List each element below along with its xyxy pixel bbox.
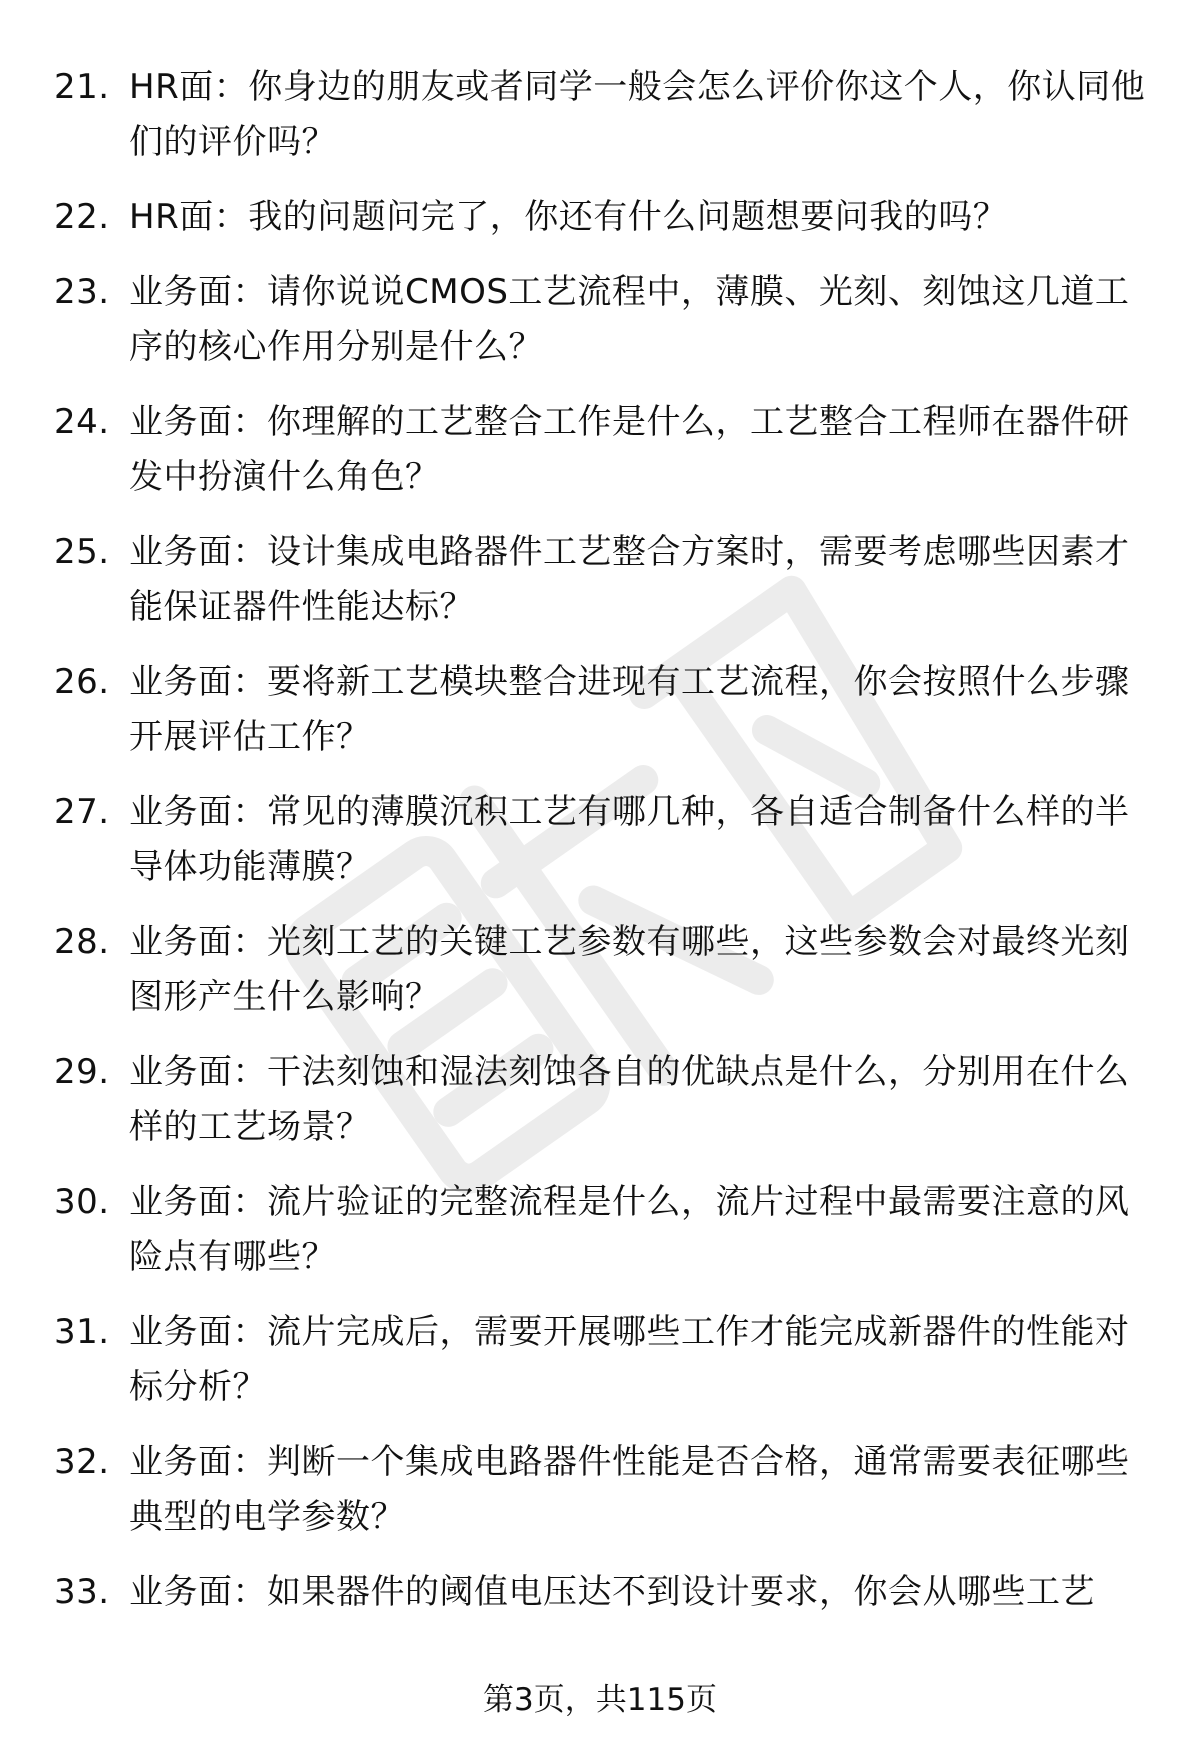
question-text: 业务面：设计集成电路器件工艺整合方案时，需要考虑哪些因素才能保证器件性能达标？ — [129, 532, 1130, 627]
question-text: 业务面：流片完成后，需要开展哪些工作才能完成新器件的性能对标分析？ — [129, 1312, 1130, 1407]
question-text: 业务面：判断一个集成电路器件性能是否合格，通常需要表征哪些典型的电学参数？ — [129, 1442, 1130, 1537]
page-footer: 第3页，共115页 — [483, 1682, 717, 1718]
question-number: 25. — [54, 532, 110, 572]
question-text: 业务面：光刻工艺的关键工艺参数有哪些，这些参数会对最终光刻图形产生什么影响？ — [129, 922, 1130, 1017]
question-item — [0, 1045, 1200, 1175]
question-item — [0, 60, 1200, 190]
question-number: 24. — [54, 402, 110, 442]
question-text: 业务面：常见的薄膜沉积工艺有哪几种，各自适合制备什么样的半导体功能薄膜？ — [129, 792, 1130, 887]
question-number: 31. — [54, 1312, 110, 1352]
question-item — [0, 915, 1200, 1045]
question-number: 30. — [54, 1182, 110, 1222]
question-text: HR面：我的问题问完了，你还有什么问题想要问我的吗？ — [129, 197, 1008, 237]
question-item — [0, 655, 1200, 785]
question-number: 27. — [54, 792, 110, 832]
question-list — [0, 60, 1200, 1625]
question-number: 26. — [54, 662, 110, 702]
question-number: 28. — [54, 922, 110, 962]
question-text: HR面：你身边的朋友或者同学一般会怎么评价你这个人，你认同他们的评价吗？ — [129, 67, 1146, 162]
question-item — [0, 395, 1200, 525]
question-item — [0, 1435, 1200, 1565]
question-item — [0, 785, 1200, 915]
question-number: 21. — [54, 67, 110, 107]
question-item — [0, 1305, 1200, 1435]
question-number: 29. — [54, 1052, 110, 1092]
question-item — [0, 265, 1200, 395]
question-item — [0, 1175, 1200, 1305]
question-item — [0, 525, 1200, 655]
question-item — [0, 190, 1200, 265]
question-text: 业务面：如果器件的阈值电压达不到设计要求，你会从哪些工艺 — [129, 1572, 1095, 1612]
question-text: 业务面：干法刻蚀和湿法刻蚀各自的优缺点是什么，分别用在什么样的工艺场景？ — [129, 1052, 1130, 1147]
question-number: 23. — [54, 272, 110, 312]
question-item — [0, 1565, 1200, 1625]
question-text: 业务面：请你说说CMOS工艺流程中，薄膜、光刻、刻蚀这几道工序的核心作用分别是什么？ — [129, 272, 1130, 367]
question-text: 业务面：你理解的工艺整合工作是什么，工艺整合工程师在器件研发中扮演什么角色？ — [129, 402, 1130, 497]
question-number: 33. — [54, 1572, 110, 1612]
question-text: 业务面：要将新工艺模块整合进现有工艺流程，你会按照什么步骤开展评估工作？ — [129, 662, 1130, 757]
question-number: 22. — [54, 197, 110, 237]
question-text: 业务面：流片验证的完整流程是什么，流片过程中最需要注意的风险点有哪些？ — [129, 1182, 1130, 1277]
question-number: 32. — [54, 1442, 110, 1482]
